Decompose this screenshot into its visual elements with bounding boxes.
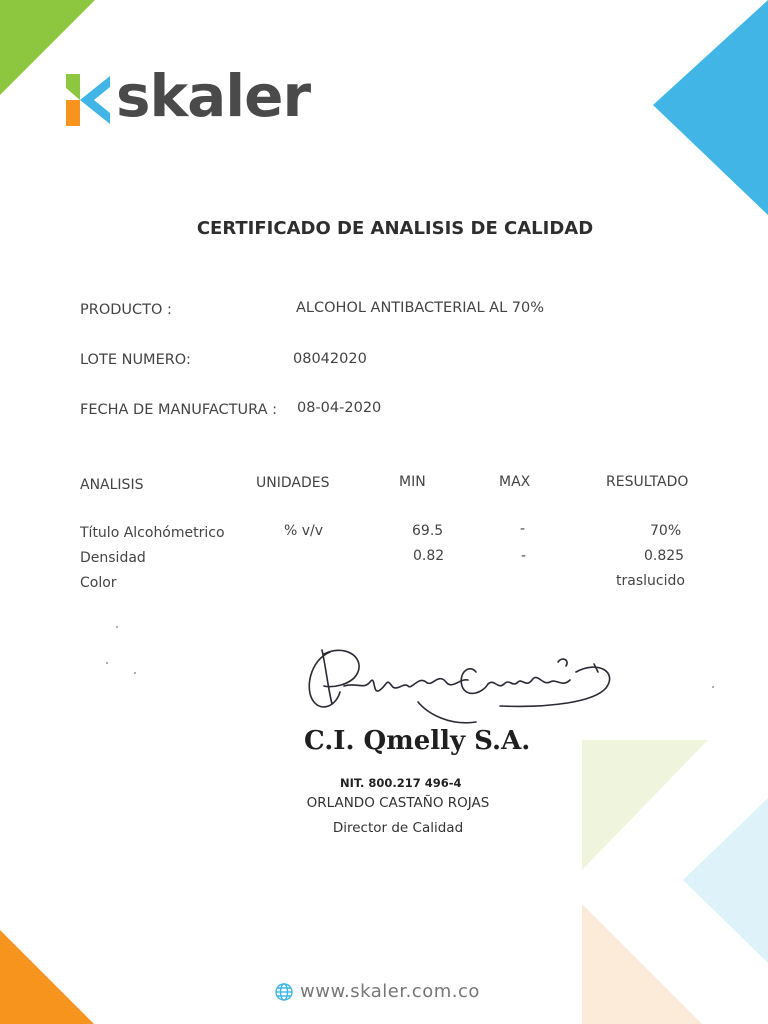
field-label-lote: LOTE NUMERO:: [80, 352, 191, 368]
website-url: www.skaler.com.co: [300, 981, 480, 1002]
corner-decoration-top-right: [648, 0, 768, 220]
scan-speck: [134, 672, 136, 674]
table-cell-max: -: [521, 548, 527, 564]
skaler-logo-icon: [66, 74, 116, 126]
signer-role: Director de Calidad: [332, 820, 464, 836]
table-header-unidades: UNIDADES: [256, 475, 330, 491]
field-label-producto: PRODUCTO :: [80, 302, 172, 318]
scan-speck: [116, 626, 118, 628]
field-value-fecha: 08-04-2020: [297, 400, 382, 416]
table-cell-min: 0.82: [413, 548, 445, 564]
table-cell-unidades: % v/v: [284, 523, 324, 539]
scan-speck: [106, 662, 108, 664]
corner-decoration-bottom-left: [0, 930, 95, 1024]
table-cell-min: 69.5: [412, 523, 444, 539]
field-value-lote: 08042020: [293, 351, 367, 367]
table-cell-analisis: Color: [80, 575, 117, 591]
table-header-resultado: RESULTADO: [606, 474, 689, 490]
table-cell-resultado: 70%: [650, 523, 682, 539]
footer-website-link[interactable]: [274, 981, 480, 1002]
field-label-fecha: FECHA DE MANUFACTURA :: [80, 402, 278, 418]
table-cell-analisis: Título Alcohómetrico: [80, 525, 225, 541]
table-header-min: MIN: [399, 474, 426, 490]
globe-icon: [274, 982, 294, 1002]
corner-decoration-bottom-right: [582, 738, 768, 1024]
table-cell-analisis: Densidad: [80, 550, 146, 566]
handwritten-signature: [300, 642, 620, 732]
table-cell-max: -: [520, 521, 526, 537]
table-header-max: MAX: [499, 474, 531, 490]
company-stamp: C.I. Qmelly S.A.: [304, 726, 531, 756]
table-header-analisis: ANALISIS: [80, 477, 144, 493]
signer-name: ORLANDO CASTAÑO ROJAS: [306, 795, 490, 811]
table-cell-resultado: traslucido: [616, 573, 685, 589]
scan-speck: [712, 686, 714, 688]
company-logo: [66, 62, 311, 130]
table-cell-resultado: 0.825: [644, 548, 685, 564]
logo-wordmark: skaler: [116, 62, 311, 130]
document-title: CERTIFICADO DE ANALISIS DE CALIDAD: [196, 218, 594, 239]
company-nit: NIT. 800.217 496-4: [340, 776, 462, 790]
field-value-producto: ALCOHOL ANTIBACTERIAL AL 70%: [296, 300, 544, 316]
